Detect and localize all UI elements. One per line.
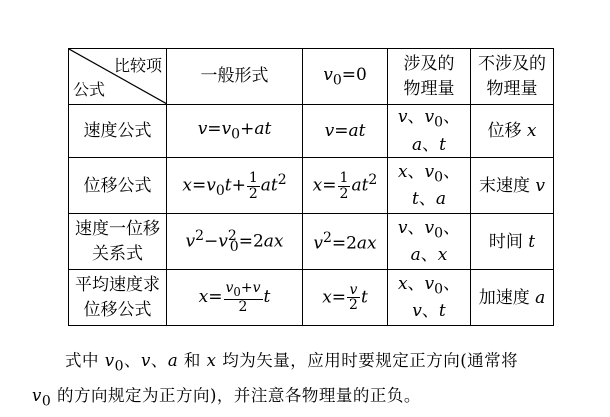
velocity-not-involved: 位移 x bbox=[471, 105, 554, 158]
avg-zero-formula: x= $\frac{v}{2}$ t bbox=[303, 270, 388, 326]
velocity-zero-formula: v=at bbox=[303, 105, 388, 158]
header-row bbox=[69, 49, 554, 105]
displacement-general-formula: $x=v_0t+$ $\frac{1}{2}$ $at^2$ bbox=[167, 158, 303, 214]
table-row bbox=[69, 270, 554, 326]
formula-table bbox=[68, 48, 554, 326]
row-label-velocity-displacement: 速度一位移 关系式 bbox=[69, 214, 167, 270]
displacement-not-involved: 末速度 v bbox=[471, 158, 554, 214]
corner-cell bbox=[69, 49, 167, 105]
note-line-2: $v_0$ 的方向规定为正方向)，并注意各物理量的正负。 bbox=[32, 386, 421, 410]
header-v0-zero: $v_0=0$ bbox=[303, 49, 388, 105]
note-paragraph bbox=[32, 346, 592, 417]
vd-involved: v、$v_0$、a、x bbox=[388, 214, 471, 270]
avg-involved: x、$v_0$、v、t bbox=[388, 270, 471, 326]
row-label-average-velocity: 平均速度求 位移公式 bbox=[69, 270, 167, 326]
note-line-1: 式中 $v_0$、v、a 和 x 均为矢量，应用时要规定正方向(通常将 bbox=[65, 351, 519, 375]
corner-formula-label: 公式 bbox=[73, 79, 106, 99]
displacement-zero-formula: x= $\frac{1}{2}$ $at^2$ bbox=[303, 158, 388, 214]
corner-compare-label: 比较项 bbox=[113, 56, 162, 75]
header-general-form: 一般形式 bbox=[167, 49, 303, 105]
vd-not-involved: 时间 t bbox=[471, 214, 554, 270]
row-label-displacement: 位移公式 bbox=[69, 158, 167, 214]
avg-not-involved: 加速度 a bbox=[471, 270, 554, 326]
table-row bbox=[69, 214, 554, 270]
table-row bbox=[69, 105, 554, 158]
displacement-involved: x、$v_0$、t、a bbox=[388, 158, 471, 214]
vd-zero-formula: $v^2=2ax$ bbox=[303, 214, 388, 270]
header-involved: 涉及的 物理量 bbox=[388, 49, 471, 105]
header-not-involved: 不涉及的 物理量 bbox=[471, 49, 554, 105]
table-row bbox=[69, 158, 554, 214]
avg-general-formula: x= $\frac{v_0+v}{2}$ t bbox=[167, 270, 303, 326]
row-label-velocity: 速度公式 bbox=[69, 105, 167, 158]
vd-general-formula: $v^2-v^2_0=2ax$ bbox=[167, 214, 303, 270]
velocity-general-formula: $v=v_0+at$ bbox=[167, 105, 303, 158]
velocity-involved: v、$v_0$、a、t bbox=[388, 105, 471, 158]
